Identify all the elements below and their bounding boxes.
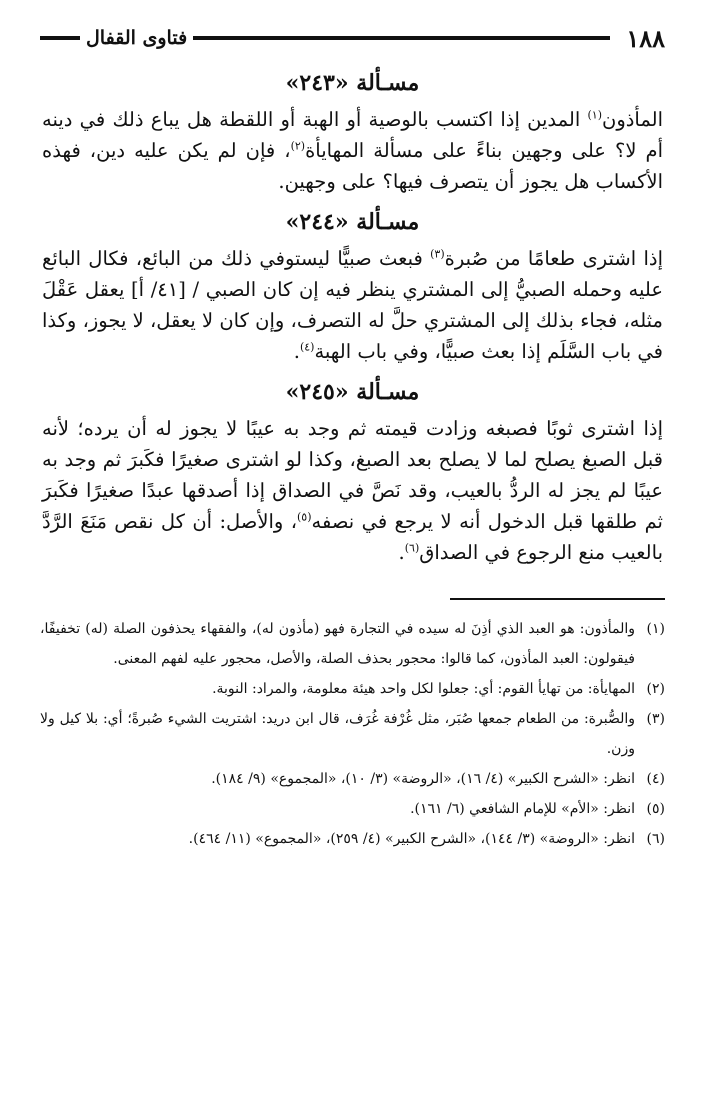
issue-body xyxy=(40,243,665,367)
footnote-number: (٦) xyxy=(646,831,665,847)
body-text: ، فإن لم يكن عليه دين، فهذه الأكساب هل يجوز أن يتصرف فيها؟ على وجهين. xyxy=(42,139,663,193)
footnote-ref: (٤) xyxy=(299,340,315,354)
issue-heading: مسـألة «٢٤٤» xyxy=(285,209,420,235)
issue-body xyxy=(40,413,665,568)
footnote-text: انظر: «الأم» للإمام الشافعي (٦/ ١٦١). xyxy=(410,801,635,817)
footnote xyxy=(40,764,665,794)
footnote-text: والصُّبرة: من الطعام جمعها صُبَر، مثل غُرْفة غُرَف، قال ابن دريد: اشتريت الشيء صُبرةً؛ أي: بلا كيل ولا وزن. xyxy=(40,711,635,757)
footnote-number: (٤) xyxy=(646,771,665,787)
footnote-ref: (١) xyxy=(587,108,602,122)
footnote-ref: (٥) xyxy=(297,510,312,524)
footnote-number: (١) xyxy=(646,621,665,637)
footnote-number: (٣) xyxy=(646,711,665,727)
body-text: إذا اشترى ثوبًا فصبغه وزادت قيمته ثم وجد به عيبًا لا يجوز له أن يرده؛ لأنه قبل الصبغ يصلح لما لا يصلح بعد الصبغ، وكذا لو اشترى صغيرًا فكَبرَ ثم وجد به عيبًا لم يجز له الردُّ بالعيب، وقد نَصَّ في الصداق إذا أصدقها عبدًا صغيرًا فكَبرَ ثم طلقها قبل الدخول أنه لا يرجع في نصفه xyxy=(42,417,663,533)
footnote xyxy=(40,794,665,824)
issue-heading: مسـألة «٢٤٥» xyxy=(285,379,420,405)
footnote-ref: (٣) xyxy=(430,247,445,261)
body-text: إذا اشترى طعامًا من صُبرة xyxy=(444,247,663,270)
issue-heading: مسـألة «٢٤٣» xyxy=(285,70,420,96)
footnote-number: (٥) xyxy=(646,801,665,817)
issue-244 xyxy=(40,201,665,367)
book-title: فتاوى القفال xyxy=(86,27,188,49)
footnote-text: والمأذون: هو العبد الذي أذِنَ له سيده في التجارة فهو (مأذون له)، والفقهاء يحذفون الصلة (له) تخفيفًا، فيقولون: العبد المأذون، كما قالوا: محجور بحذف الصلة، والأصل، محجور عليه لفهم المعنى. xyxy=(40,621,635,667)
footnote-number: (٢) xyxy=(646,681,665,697)
issue-245 xyxy=(40,371,665,568)
issue-243 xyxy=(40,62,665,197)
footnote xyxy=(40,614,665,674)
footnotes xyxy=(40,614,665,854)
header-rule-end xyxy=(40,36,80,40)
footnote-text: انظر: «الروضة» (٣/ ١٤٤)، «الشرح الكبير» (٤/ ٢٥٩)، «المجموع» (١١/ ٤٦٤). xyxy=(188,831,635,847)
footnote-separator xyxy=(450,598,665,600)
running-head xyxy=(40,18,665,58)
footnote xyxy=(40,824,665,854)
body-text: . xyxy=(293,340,300,363)
body-text: . xyxy=(398,541,405,564)
header-rule xyxy=(193,36,610,40)
body-text: المدين إذا اكتسب بالوصية أو الهبة أو اللقطة هل يباع ذلك في دينه أم لا؟ على وجهين بناءً على مسألة المهايأة xyxy=(42,108,663,162)
footnote xyxy=(40,674,665,704)
footnote xyxy=(40,704,665,764)
body-text: فبعث صبيًّا ليستوفي ذلك من البائع، فكال البائع عليه وحمله الصبيُّ إلى المشتري ينظر فيه إن كان الصبي / [٤١/ أ] يعقل عَقْلَ مثله، فجاء بذلك إلى المشتري حلَّ له التصرف، وإن كان لا يعقل، لا يجوز، وكذا في باب السَّلَم إذا بعث صبيًّا، وفي باب الهبة xyxy=(42,247,663,363)
body-text: المأذون xyxy=(602,108,663,131)
footnote-text: المهايأة: من تهايأ القوم: أي: جعلوا لكل واحد هيئة معلومة، والمراد: النوبة. xyxy=(212,681,635,697)
issue-body xyxy=(40,104,665,197)
footnote-text: انظر: «الشرح الكبير» (٤/ ١٦)، «الروضة» (٣/ ١٠)، «المجموع» (٩/ ١٨٤). xyxy=(211,771,635,787)
footnote-ref: (٦) xyxy=(404,541,420,555)
book-page xyxy=(40,18,665,1088)
page-number: ١٨٨ xyxy=(626,23,665,53)
footnote-ref: (٢) xyxy=(290,139,306,153)
body-text: ، والأصل: أن كل نقص مَنَعَ الرَّدَّ بالعيب منع الرجوع في الصداق xyxy=(42,510,663,564)
